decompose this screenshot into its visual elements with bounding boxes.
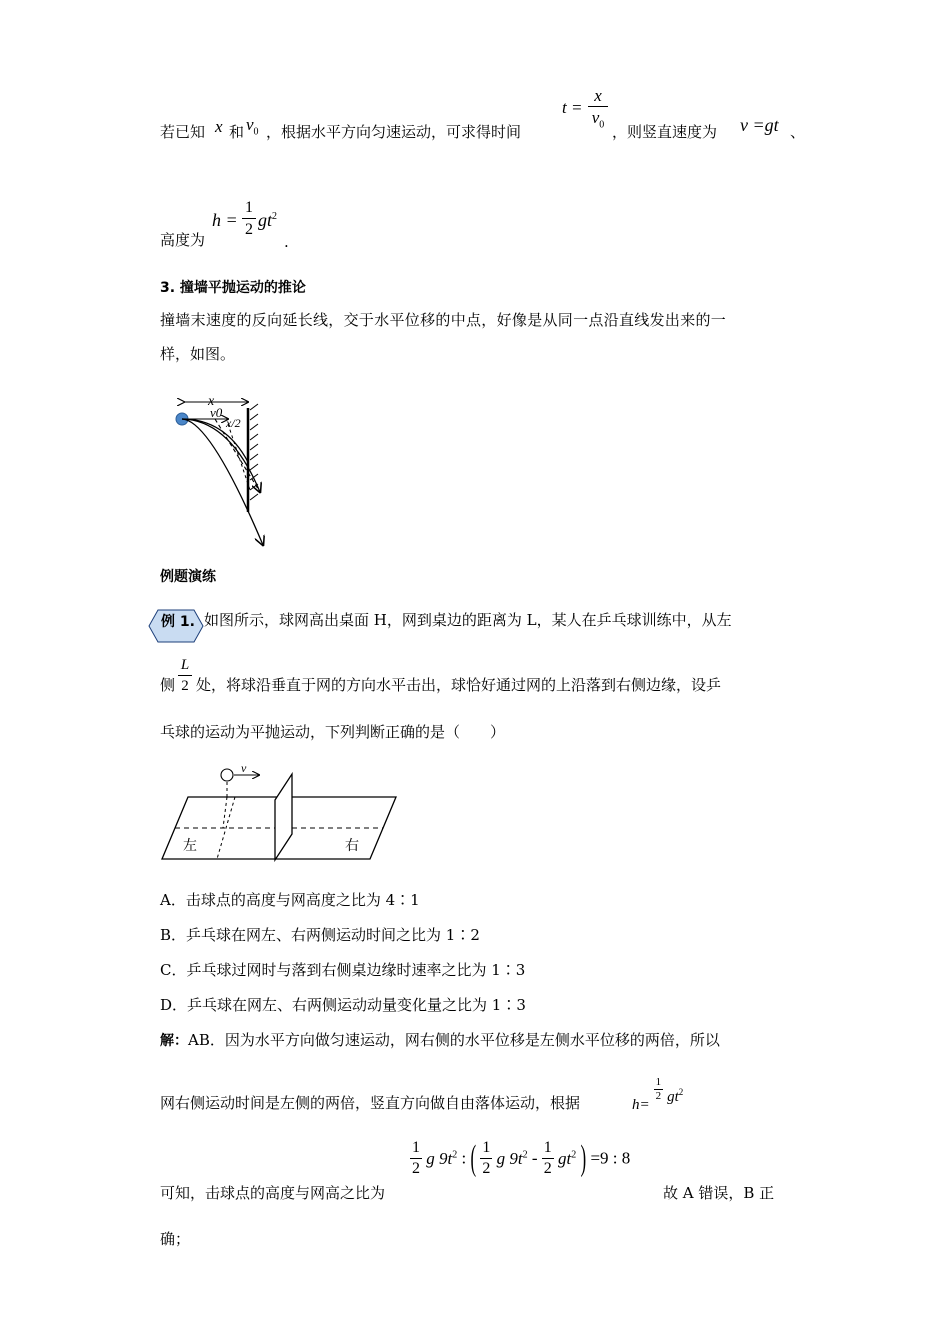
label-right: 右 — [345, 838, 359, 854]
label-v0: v0 — [210, 405, 223, 420]
solution-line3: 可知，击球点的高度与网高之比为 — [160, 1184, 386, 1202]
example-badge-label: 例 1. — [161, 614, 195, 630]
label-x-half: x/2 — [226, 416, 241, 430]
solution-line3-tail: 故 A 错误，B 正 — [663, 1184, 775, 1202]
section-heading-wall-projectile: 3. 撞墙平抛运动的推论 — [160, 280, 306, 296]
formula-h-eq: h = — [212, 210, 238, 230]
example1-fraction-L2: L 2 — [178, 656, 192, 697]
text-and: 和 — [229, 123, 245, 141]
examples-heading: 例题演练 — [160, 569, 216, 585]
text-comma-mark: 、 — [790, 123, 806, 141]
text-vertical-speed: ，则竖直速度为 — [612, 123, 718, 141]
formula-h-fraction: 1 2 — [242, 198, 256, 241]
example1-line2-post: 处，将球沿垂直于网的方向水平击出，球恰好通过网的上沿落到右侧边缘，设乒 — [196, 676, 722, 694]
option-a: A．击球点的高度与网高度之比为 4∶1 — [160, 891, 420, 909]
solution-line2: 网右侧运动时间是左侧的两倍，竖直方向做自由落体运动，根据 — [160, 1094, 581, 1112]
solution-line4: 确； — [160, 1230, 191, 1248]
var-x: x — [215, 117, 223, 136]
label-x: x — [208, 394, 215, 409]
var-v0: $v_0$ — [246, 115, 259, 138]
solution-h-formula: h= $\frac{1}{2}$ $gt^2$ — [632, 1076, 684, 1114]
label-left: 左 — [183, 838, 197, 854]
text-horizontal-uniform: ，根据水平方向匀速运动，可求得时间 — [266, 123, 522, 141]
example1-line2-pre: 侧 — [160, 676, 176, 694]
wall-projectile-figure — [170, 390, 280, 550]
table-tennis-figure — [155, 760, 405, 865]
text-height-is: 高度为 — [160, 231, 206, 249]
solution-line1: 解：AB．因为水平方向做匀速运动，网右侧的水平位移是左侧水平位移的两倍，所以 — [160, 1031, 720, 1049]
formula-t-eq: t = — [562, 98, 583, 117]
label-v: v — [241, 761, 247, 775]
text-period: . — [284, 233, 289, 251]
formula-t-fraction: x $v_0$ — [588, 86, 608, 136]
formula-h-gt2: $gt^2$ — [258, 210, 278, 230]
example1-line3: 乓球的运动为平抛运动，下列判断正确的是（ ） — [160, 723, 506, 741]
example1-line1: 如图所示，球网高出桌面 H，网到桌边的距离为 L，某人在乒乓球训练中，从左 — [204, 611, 732, 629]
solution-ratio-formula: $\frac{1}{2}$ g $9t^2$ : ( $\frac{1}{2}$ g $9t^2$ - $\frac{1}{2}$ $gt^2$ ) =9 : 8 — [412, 1137, 631, 1178]
formula-v-gt: v =gt — [740, 115, 779, 135]
option-d: D．乒乓球在网左、右两侧运动动量变化量之比为 1∶3 — [160, 996, 526, 1014]
option-b: B．乒乓球在网左、右两侧运动时间之比为 1∶2 — [160, 926, 480, 944]
paragraph-line-1: 撞墙末速度的反向延长线，交于水平位移的中点，好像是从同一点沿直线发出来的一 — [160, 311, 727, 329]
paragraph-line-2: 样，如图。 — [160, 345, 236, 363]
text-known-x-v0: 若已知 — [160, 123, 206, 141]
option-c: C．乒乓球过网时与落到右侧桌边缘时速率之比为 1∶3 — [160, 961, 526, 979]
